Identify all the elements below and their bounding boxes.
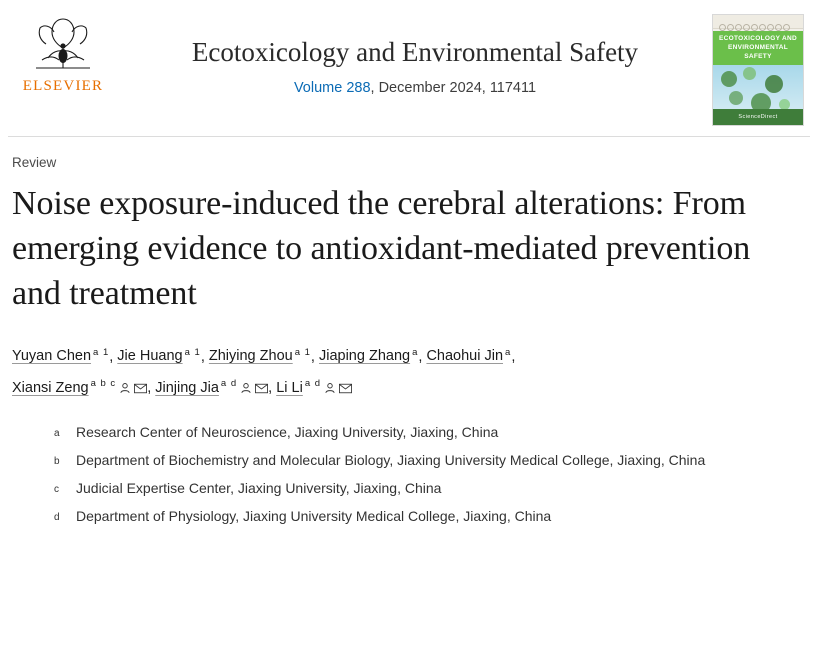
affiliation-marker: a <box>54 428 60 440</box>
author-name[interactable]: Zhiying Zhou <box>208 348 293 365</box>
author-separator: , <box>200 348 205 365</box>
author-affiliation-marker: a d <box>220 378 238 390</box>
journal-cover-image <box>712 14 804 126</box>
author-name[interactable]: Chaohui Jin <box>426 348 504 365</box>
author-entry <box>426 348 511 364</box>
author-affiliation-marker: a d <box>304 378 322 390</box>
elsevier-tree-icon <box>26 14 100 76</box>
journal-issue-line <box>118 80 712 96</box>
author-affiliation-marker: a b c <box>90 378 117 390</box>
article-body <box>0 137 818 528</box>
author-name[interactable]: Yuyan Chen <box>12 348 92 365</box>
author-email-icon[interactable] <box>134 376 147 404</box>
page-title: Noise exposure-induced the cerebral alterations: From emerging evidence to antioxidant-mediated prevention and treatment <box>12 185 751 312</box>
affiliation-list <box>54 422 806 528</box>
author-email-icon[interactable] <box>255 376 268 404</box>
author-separator: , <box>268 380 273 397</box>
author-separator: , <box>109 348 114 365</box>
journal-title: Ecotoxicology and Environmental Safety <box>191 37 639 67</box>
author-entry <box>209 348 311 364</box>
author-affiliation-marker: a 1 <box>93 346 110 358</box>
author-entry <box>319 348 418 364</box>
elsevier-logo[interactable] <box>8 10 118 95</box>
affiliation-text: Judicial Expertise Center, Jiaxing University, Jiaxing, China <box>76 480 442 497</box>
author-separator: , <box>310 348 315 365</box>
elsevier-wordmark: ELSEVIER <box>22 78 104 94</box>
author-email-icon[interactable] <box>339 376 352 404</box>
author-name[interactable]: Li Li <box>276 380 303 397</box>
cover-title-band: ECOTOXICOLOGY AND ENVIRONMENTAL SAFETY <box>713 31 803 65</box>
issue-details: , December 2024, 117411 <box>370 80 537 97</box>
author-entry <box>12 348 109 364</box>
author-affiliation-marker: a <box>505 346 512 358</box>
affiliation-text: Department of Biochemistry and Molecular Biology, Jiaxing University Medical College, Jiaxing, China <box>76 452 706 469</box>
author-profile-icon[interactable] <box>119 376 131 404</box>
author-name[interactable]: Xiansi Zeng <box>12 380 89 397</box>
affiliation-item <box>54 422 806 444</box>
author-profile-icon[interactable] <box>240 376 252 404</box>
affiliation-item <box>54 450 806 472</box>
affiliation-marker: b <box>54 456 60 468</box>
author-name[interactable]: Jinjing Jia <box>155 380 219 397</box>
author-profile-icon[interactable] <box>324 376 336 404</box>
masthead <box>0 0 818 132</box>
author-entry <box>276 380 352 396</box>
author-affiliation-marker: a 1 <box>294 346 311 358</box>
journal-cover[interactable] <box>712 14 804 126</box>
article-type-label: Review <box>12 155 57 170</box>
author-separator: , <box>511 348 516 365</box>
author-name[interactable]: Jiaping Zhang <box>318 348 411 365</box>
cover-ring-decoration <box>719 18 799 27</box>
journal-header <box>118 10 712 96</box>
affiliation-item <box>54 506 806 528</box>
author-list <box>12 339 806 405</box>
affiliation-text: Department of Physiology, Jiaxing University Medical College, Jiaxing, China <box>76 508 552 525</box>
author-affiliation-marker: a <box>412 346 419 358</box>
affiliation-marker: d <box>54 512 60 524</box>
author-affiliation-marker: a 1 <box>184 346 201 358</box>
cover-footer-text: ScienceDirect <box>713 109 803 125</box>
affiliation-marker: c <box>54 484 59 496</box>
author-name[interactable]: Jie Huang <box>117 348 183 365</box>
author-entry <box>117 348 201 364</box>
author-entry <box>12 380 147 396</box>
cover-artwork <box>713 65 803 109</box>
author-separator: , <box>418 348 423 365</box>
author-entry <box>155 380 268 396</box>
affiliation-text: Research Center of Neuroscience, Jiaxing University, Jiaxing, China <box>76 424 499 441</box>
author-separator: , <box>147 380 152 397</box>
affiliation-item <box>54 478 806 500</box>
volume-link[interactable]: Volume 288 <box>293 80 371 97</box>
